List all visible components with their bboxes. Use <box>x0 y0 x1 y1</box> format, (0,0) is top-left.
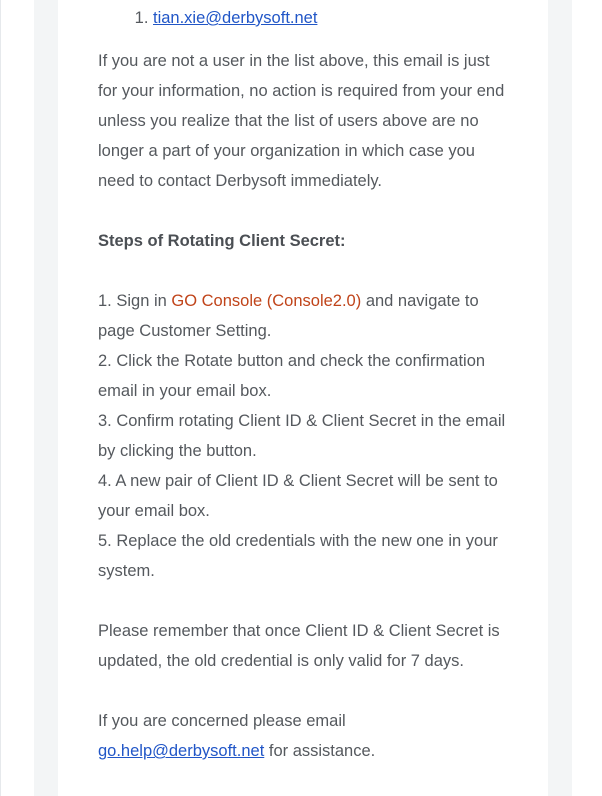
user-email-link[interactable]: tian.xie@derbysoft.net <box>153 9 318 27</box>
contact-suffix: for assistance. <box>264 742 376 760</box>
step-4: 4. A new pair of Client ID & Client Secret will be sent to your email box. <box>98 472 498 520</box>
info-paragraph: If you are not a user in the list above, this email is just for your information, no action is required from your end unless you realize that the list of users above are no longer a part of your organization in which case you need to contact Derbysoft immediately. <box>98 52 505 190</box>
step-1-suffix: and navigate to page Customer Setting. <box>98 292 479 340</box>
step-1-prefix: 1. Sign in <box>98 292 172 310</box>
step-3: 3. Confirm rotating Client ID & Client Secret in the email by clicking the button. <box>98 412 506 460</box>
reminder-paragraph: Please remember that once Client ID & Client Secret is updated, the old credential is only valid for 7 days. <box>98 622 500 670</box>
contact-paragraph <box>98 706 510 766</box>
go-console-link[interactable]: GO Console (Console2.0) <box>171 292 362 310</box>
step-5: 5. Replace the old credentials with the new one in your system. <box>98 532 498 580</box>
step-2: 2. Click the Rotate button and check the confirmation email in your email box. <box>98 352 486 400</box>
users-list <box>98 0 510 36</box>
contact-prefix: If you are concerned please email <box>98 712 346 730</box>
support-email-link[interactable]: go.help@derbysoft.net <box>98 742 265 760</box>
email-body <box>98 0 510 766</box>
steps-heading: Steps of Rotating Client Secret: <box>98 232 346 250</box>
step-1 <box>98 286 510 346</box>
list-item <box>153 0 510 36</box>
